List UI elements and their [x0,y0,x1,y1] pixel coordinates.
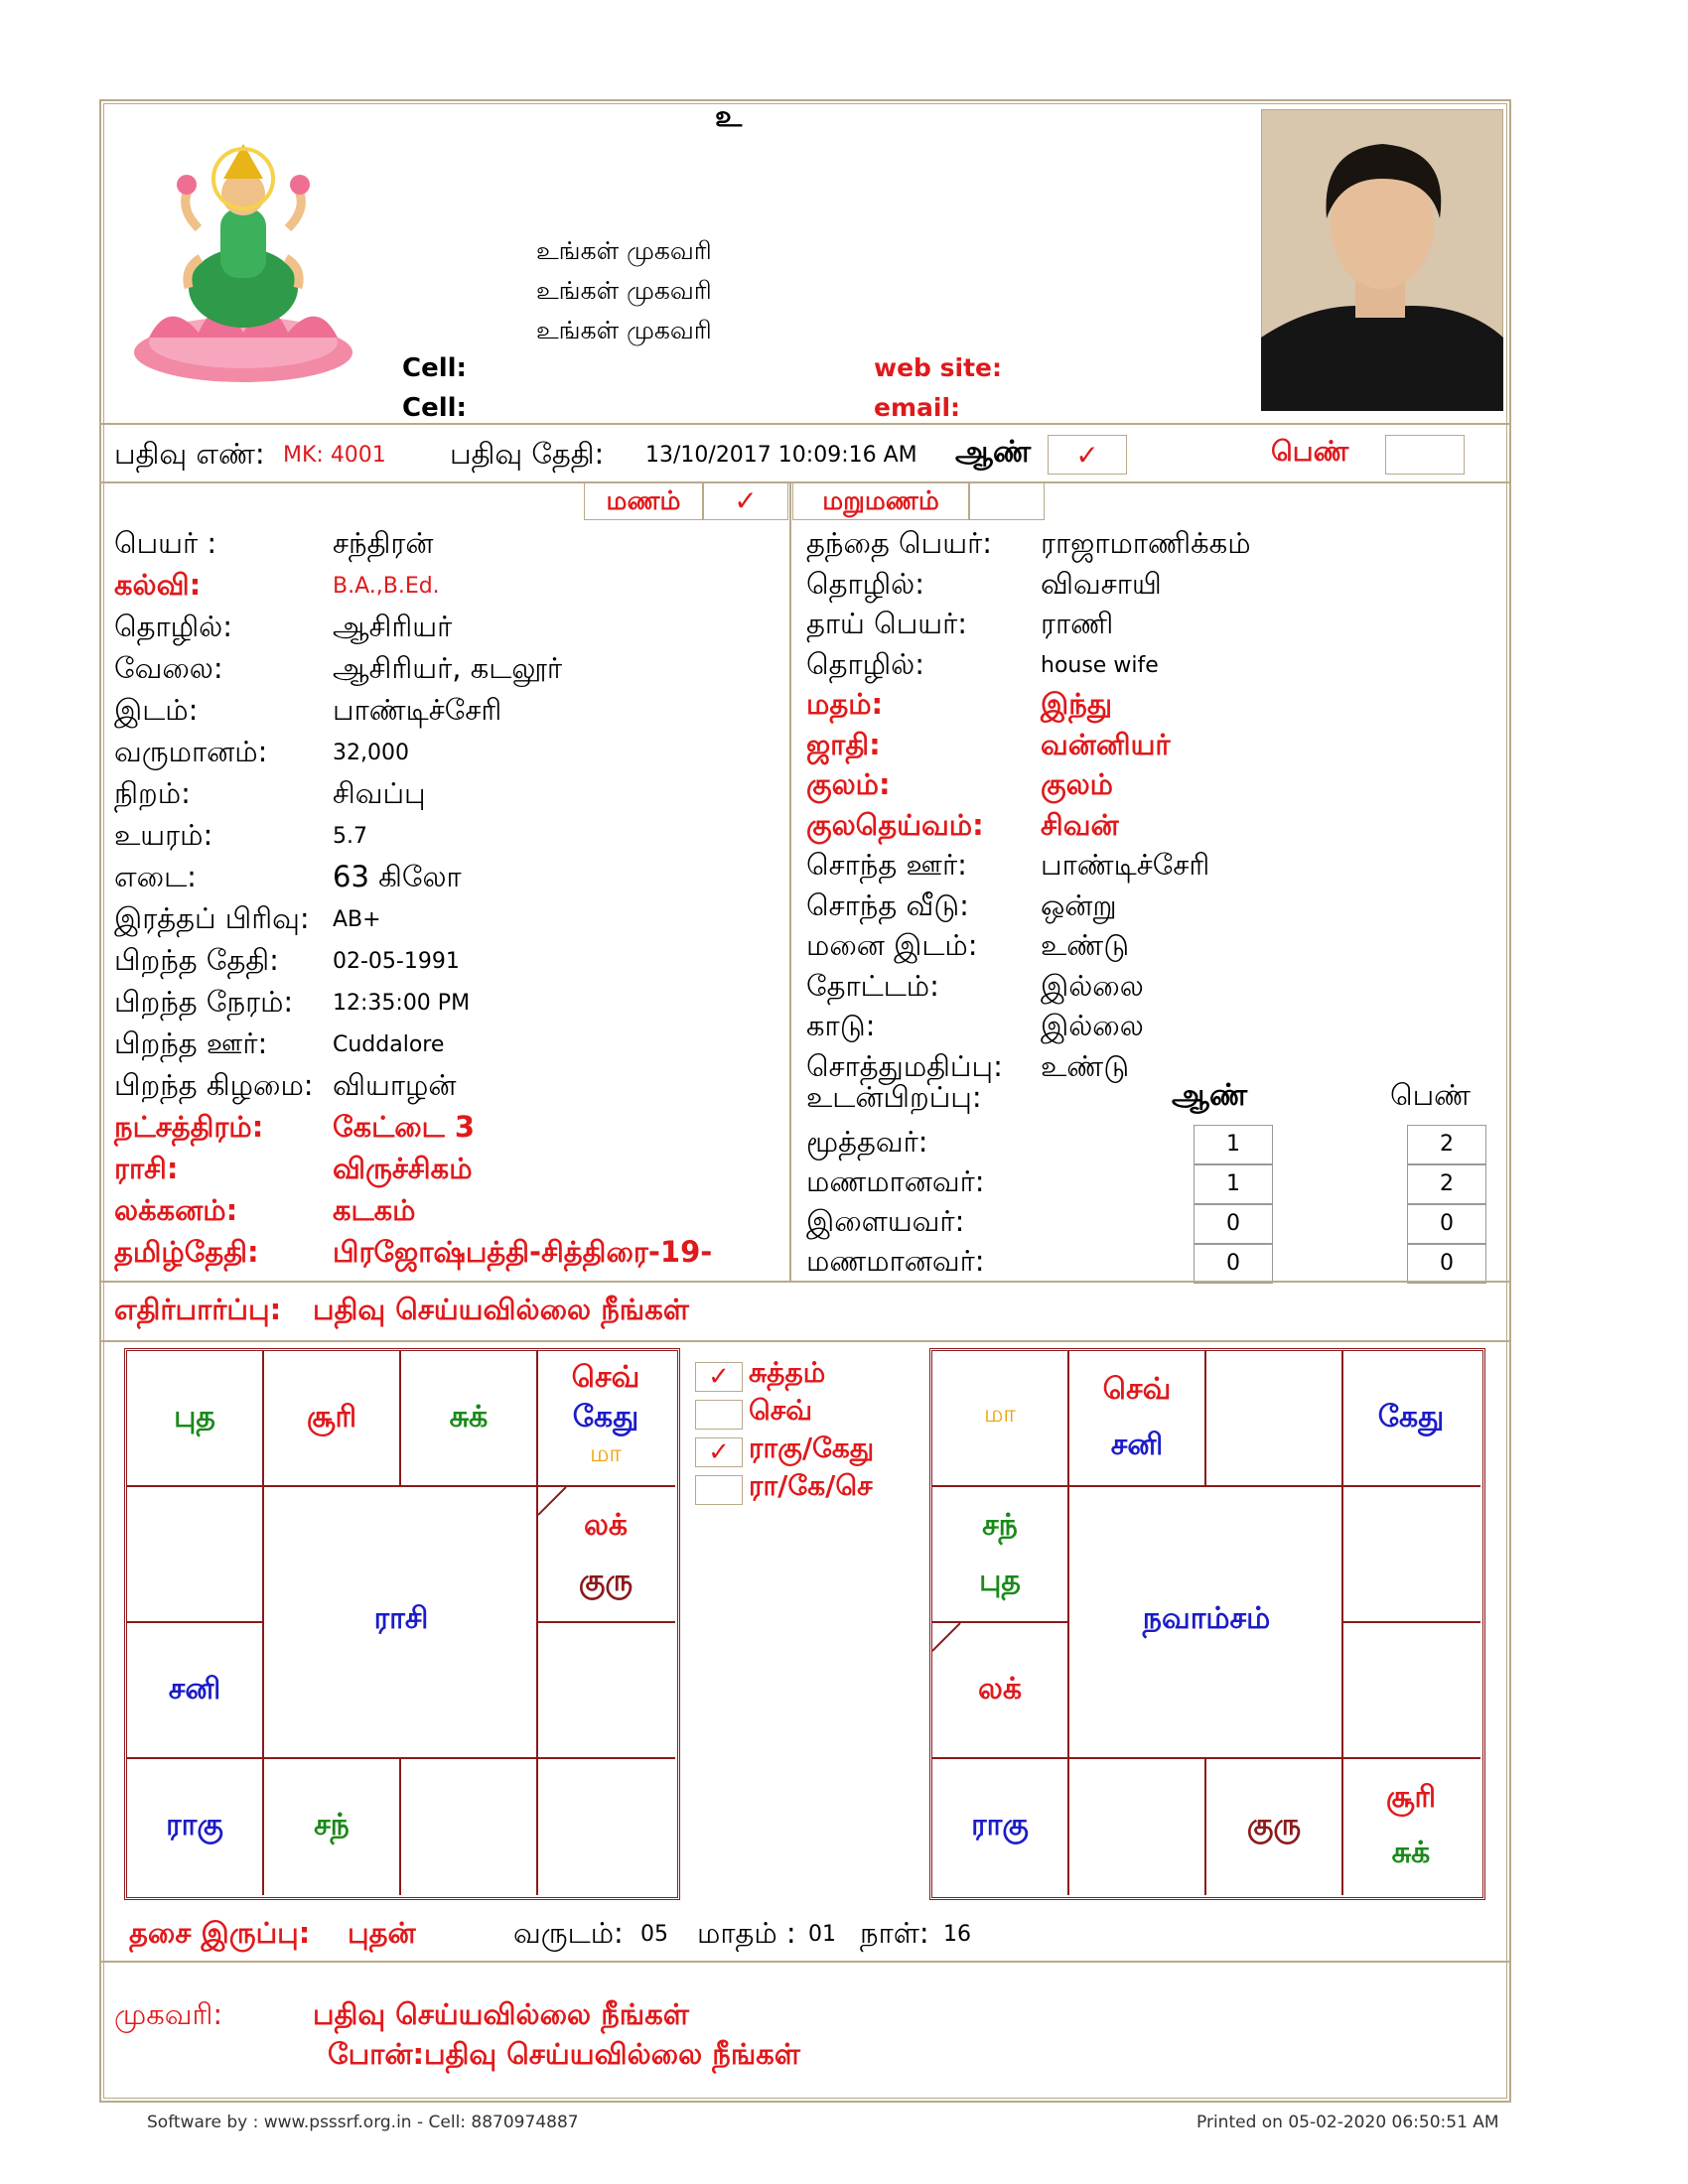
detail-value: பாண்டிச்சேரி [1041,848,1210,882]
detail-label: இடம்: [114,693,199,727]
detail-value: AB+ [333,907,381,932]
male-checkbox[interactable]: ✓ [1048,435,1127,475]
chart-center-label: நவாம்சம் [1142,1601,1271,1636]
detail-value: 63 கிலோ [333,860,462,893]
chart-house-cell [401,1759,538,1895]
detail-value: உண்டு [1041,1048,1130,1083]
divider [99,1281,1511,1283]
expectation-label: எதிர்பார்ப்பு: [114,1293,282,1326]
male-label: ஆண் [955,435,1032,470]
planet-label: ராகு [166,1807,223,1843]
detail-value: சிவன் [1041,807,1119,842]
detail-label: வேலை: [114,651,223,685]
divider [99,1340,1511,1342]
planet-label: செவ் [571,1359,640,1395]
reg-number-value: MK: 4001 [283,443,386,468]
sibling-male-count: 1 [1194,1164,1273,1204]
planet-label: சந் [314,1807,350,1843]
detail-label: பெயர் : [114,526,217,560]
detail-label: எடை: [114,860,197,893]
dasa-years-label: வருடம்: [513,1916,624,1950]
detail-value: சந்திரன் [333,526,434,560]
detail-label: பிறந்த ஊர்: [114,1026,268,1060]
detail-label: தாய் பெயர்: [806,607,968,640]
divider [99,1961,1511,1963]
detail-value: 02-05-1991 [333,949,460,974]
planet-label: புத [979,1563,1021,1598]
planet-label: கேது [1377,1399,1445,1434]
planet-label: மா [590,1438,622,1467]
detail-label: சொந்த வீடு: [806,887,969,922]
detail-label: சொந்த ஊர்: [806,848,967,882]
address-label: முகவரி: [114,1997,223,2031]
profile-photo [1261,109,1503,411]
planet-label: சனி [1110,1427,1164,1462]
dosham-checkbox[interactable] [695,1400,743,1430]
detail-label: பிறந்த நேரம்: [114,985,294,1019]
dosham-label: ரா/கே/செ [749,1469,873,1502]
detail-value: 32,000 [333,741,409,765]
detail-value: 12:35:00 PM [333,991,471,1016]
printed-date: Printed on 05-02-2020 06:50:51 AM [1196,2113,1499,2132]
detail-label: இரத்தப் பிரிவு: [114,901,310,935]
detail-label: வருமானம்: [114,735,268,768]
sibling-row-label: இளையவர்: [806,1204,965,1238]
planet-label: சுக் [449,1399,489,1434]
chart-corner-mark [932,1623,962,1653]
dasa-months-label: மாதம் : [697,1916,796,1950]
detail-value: குலம் [1041,767,1114,801]
detail-label: மதம்: [806,687,884,721]
sibling-male-count: 0 [1194,1244,1273,1284]
chart-center-label: ராசி [373,1601,429,1636]
planet-label: குரு [1246,1807,1302,1843]
detail-value: வன்னியர் [1041,727,1171,761]
dasa-days-label: நாள்: [860,1916,929,1950]
planet-label: மா [984,1399,1016,1428]
detail-value: பாண்டிச்சேரி [333,693,502,727]
dasa-months-value: 01 [808,1922,836,1947]
detail-label: ராசி: [114,1152,179,1185]
detail-value: சிவப்பு [333,776,426,810]
dasa-planet: புதன் [348,1916,416,1950]
dosham-label: சுத்தம் [749,1356,826,1389]
software-credit: Software by : www.psssrf.org.in - Cell: 8870974887 [147,2113,579,2132]
detail-value: house wife [1041,652,1159,678]
expectation-value: பதிவு செய்யவில்லை நீங்கள் [313,1293,689,1326]
detail-label: உயரம்: [114,818,213,852]
dosham-label: செவ் [749,1394,813,1427]
dosham-label: ராகு/கேது [749,1432,875,1464]
sibling-male-count: 0 [1194,1204,1273,1244]
chart-house-cell [538,1623,675,1759]
siblings-label: உடன்பிறப்பு: [806,1080,982,1114]
planet-label: கேது [572,1399,639,1434]
female-checkbox[interactable] [1385,435,1465,475]
siblings-male-label: ஆண் [1172,1078,1248,1113]
detail-label: கல்வி: [114,568,202,602]
detail-value: இல்லை [1041,968,1144,1003]
first-marriage-label: மணம் [584,482,703,520]
siblings-female-label: பெண் [1390,1078,1472,1112]
planet-label: சூரி [1385,1779,1437,1815]
sibling-female-count: 2 [1407,1125,1486,1164]
address-line-2: உங்கள் முகவரி [536,276,712,305]
reg-date-value: 13/10/2017 10:09:16 AM [645,443,917,468]
top-mark: உ [715,99,743,134]
sibling-row-label: மணமானவர்: [806,1244,985,1278]
detail-label: பிறந்த தேதி: [114,943,279,977]
cell-label-1: Cell: [402,353,467,383]
planet-label: சுக் [1391,1835,1431,1870]
remarriage-checkbox[interactable] [969,482,1045,520]
reg-date-label: பதிவு தேதி: [450,437,605,471]
dosham-checkbox[interactable] [695,1475,743,1505]
detail-value: ராணி [1041,607,1114,640]
chart-house-cell [1343,1487,1480,1623]
detail-label: பிறந்த கிழமை: [114,1068,314,1102]
chart-house-cell [1343,1623,1480,1759]
navamsa-chart [929,1348,1485,1900]
planet-label: புத [174,1399,215,1434]
detail-value: ஆசிரியர் [333,610,453,643]
email-label: email: [874,393,961,422]
address-line-2-value: போன்:பதிவு செய்யவில்லை நீங்கள் [328,2037,800,2071]
reg-number-label: பதிவு எண்: [114,437,265,471]
detail-value: B.A.,B.Ed. [333,574,440,599]
detail-label: குலதெய்வம்: [806,807,984,842]
detail-value: Cuddalore [333,1032,445,1057]
cell-label-2: Cell: [402,393,467,423]
detail-label: காடு: [806,1009,876,1042]
sibling-row-label: மணமானவர்: [806,1164,985,1198]
planet-label: செவ் [1102,1371,1172,1407]
detail-value: 5.7 [333,824,367,849]
detail-value: பிரஜோஷ்பத்தி-சித்திரை-19- [333,1235,713,1269]
address-line-3: உங்கள் முகவரி [536,316,712,344]
website-label: web site: [874,353,1003,382]
sibling-male-count: 1 [1194,1125,1273,1164]
detail-label: தமிழ்தேதி: [114,1235,259,1269]
detail-label: சொத்துமதிப்பு: [806,1048,1003,1083]
detail-label: மனை இடம்: [806,928,978,962]
rasi-chart [124,1348,680,1900]
chart-house-cell [538,1759,675,1895]
detail-label: நிறம்: [114,776,191,810]
dasa-label: தசை இருப்பு: [129,1916,311,1950]
dosham-checkbox[interactable]: ✓ [695,1437,743,1467]
sibling-row-label: மூத்தவர்: [806,1125,928,1159]
planet-label: ராகு [971,1807,1029,1843]
detail-value: விருச்சிகம் [333,1152,473,1185]
detail-label: தந்தை பெயர்: [806,526,992,560]
female-label: பெண் [1271,435,1349,468]
detail-value: ராஜாமாணிக்கம் [1041,526,1251,560]
detail-label: ஜாதி: [806,727,881,761]
sibling-female-count: 0 [1407,1204,1486,1244]
detail-label: தொழில்: [806,566,925,601]
detail-label: குலம்: [806,767,891,801]
planet-label: சனி [168,1671,221,1706]
detail-value: கேட்டை 3 [333,1110,476,1144]
planet-label: லக் [583,1507,629,1543]
chart-house-cell [1069,1759,1206,1895]
detail-label: தொழில்: [806,646,925,681]
detail-value: கடகம் [333,1193,416,1227]
detail-value: வியாழன் [333,1068,457,1102]
planet-label: குரு [578,1563,633,1598]
detail-label: தோட்டம்: [806,968,939,1003]
planet-label: சூரி [306,1399,357,1434]
detail-label: லக்கனம்: [114,1193,238,1227]
detail-value: ஒன்று [1041,887,1117,922]
chart-house-cell [127,1487,264,1623]
detail-value: விவசாயி [1041,566,1162,601]
sibling-female-count: 2 [1407,1164,1486,1204]
detail-value: இல்லை [1041,1009,1144,1042]
detail-value: உண்டு [1041,928,1130,962]
planet-label: லக் [977,1671,1023,1706]
dosham-checkbox[interactable]: ✓ [695,1362,743,1392]
address-line-1: உங்கள் முகவரி [536,236,712,265]
dasa-years-value: 05 [640,1922,668,1947]
detail-label: நட்சத்திரம்: [114,1110,264,1144]
chart-house-cell [1206,1351,1343,1487]
dasa-days-value: 16 [943,1922,971,1947]
planet-label: சந் [982,1507,1018,1543]
sibling-female-count: 0 [1407,1244,1486,1284]
detail-value: இந்து [1041,687,1112,721]
remarriage-label: மறுமணம் [792,482,969,520]
detail-value: ஆசிரியர், கடலூர் [333,651,562,685]
first-marriage-checkbox[interactable]: ✓ [703,482,788,520]
column-divider [789,482,791,1281]
divider [99,423,1511,425]
detail-label: தொழில்: [114,610,233,643]
address-line-1-value: பதிவு செய்யவில்லை நீங்கள் [313,1997,689,2031]
goddess-lakshmi-image [129,139,357,387]
